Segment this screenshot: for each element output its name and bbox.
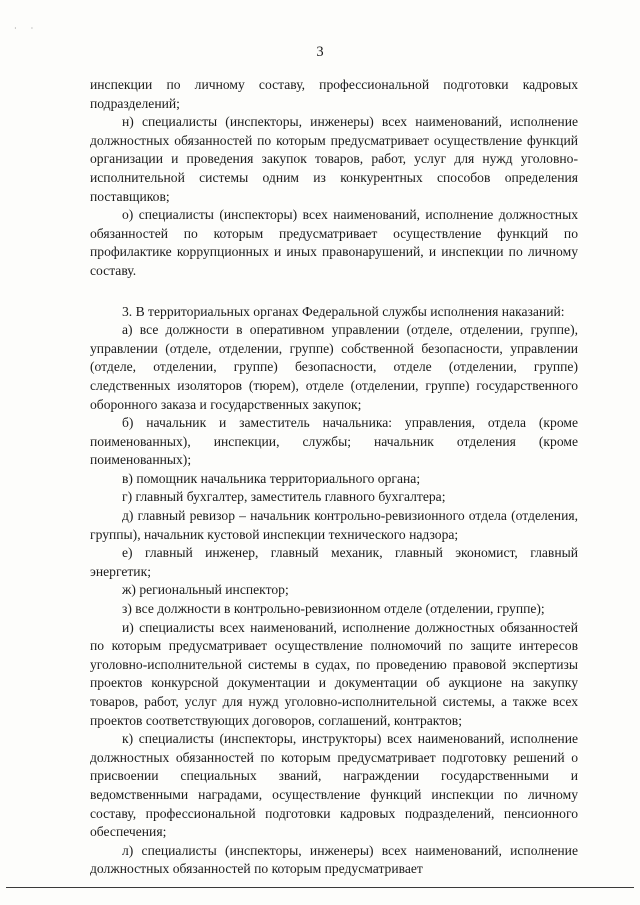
paragraph-p8: д) главный ревизор – начальник контрольно-ревизионного отдела (отделения, группы), начальник кустовой инспекции технического надзора; [90,508,578,542]
paragraph-p12: и) специалисты всех наименований, исполнение должностных обязанностей по которым предусматривает осуществление полномочий по защите интересов уголовно-исполнительной системы в судах, по проведению правовой экспертизы проектов конкурсной документации и документации об аукционе на закупку товаров, работ, услуг для нужд уголовно-исполнительной системы, а также всех проектов соответствующих договоров, соглашений, контрактов; [90,619,578,728]
paragraph-p1: н) специалисты (инспекторы, инженеры) всех наименований, исполнение должностных обязанностей по которым предусматривает осуществление функций организации и проведения закупок товаров, работ, услуг для нужд уголовно-исполнительной системы одним из конкурентных способов определения поставщиков; [90,114,578,204]
paragraph-p5: б) начальник и заместитель начальника: управления, отдела (кроме поименованных), инспекции, службы; начальник отделения (кроме поименованных); [90,415,578,468]
document-body [90,76,578,879]
page-number: 3 [316,44,324,60]
paragraph-p6: в) помощник начальника территориального органа; [122,470,421,486]
paragraph-p10: ж) региональный инспектор; [122,582,289,598]
section-gap [90,281,578,303]
paragraph-p11: з) все должности в контрольно-ревизионном отделе (отделении, группе); [122,601,545,617]
paragraph-p13: к) специалисты (инспекторы, инструкторы) всех наименований, исполнение должностных обязанностей по которым предусматривает подготовку решений о присвоении специальных званий, награждении государственными и ведомственными наградами, осуществление функций инспекции по личному составу, профессиональной подготовки кадровых подразделений, пенсионного обеспечения; [90,731,578,840]
paragraph-p2: о) специалисты (инспекторы) всех наименований, исполнение должностных обязанностей по которым предусматривает осуществление функций по профилактике коррупционных и иных правонарушений, и инспекции по личному составу. [90,207,578,278]
paragraph-p14: л) специалисты (инспекторы, инженеры) всех наименований, исполнение должностных обязанностей по которым предусматривает [90,842,578,877]
paragraph-p9: е) главный инженер, главный механик, главный экономист, главный энергетик; [90,545,578,579]
scan-specks: · · [14,24,40,33]
paragraph-p0: инспекции по личному составу, профессиональной подготовки кадровых подразделений; [90,77,578,111]
bottom-scan-line [6,887,634,888]
paragraph-p7: г) главный бухгалтер, заместитель главного бухгалтера; [122,489,446,505]
paragraph-p3: 3. В территориальных органах Федеральной службы исполнения наказаний: [122,303,565,319]
paragraph-p4: а) все должности в оперативном управлении (отделе, отделении, группе), управлении (отделе, отделении, группе) собственной безопасности, управлении (отделе, отделении, группе) безопасности, отделе (отделении, группе) следственных изоляторов (тюрем), отделе (отделении, группе) государственного оборонного заказа и государственных закупок; [90,322,578,412]
